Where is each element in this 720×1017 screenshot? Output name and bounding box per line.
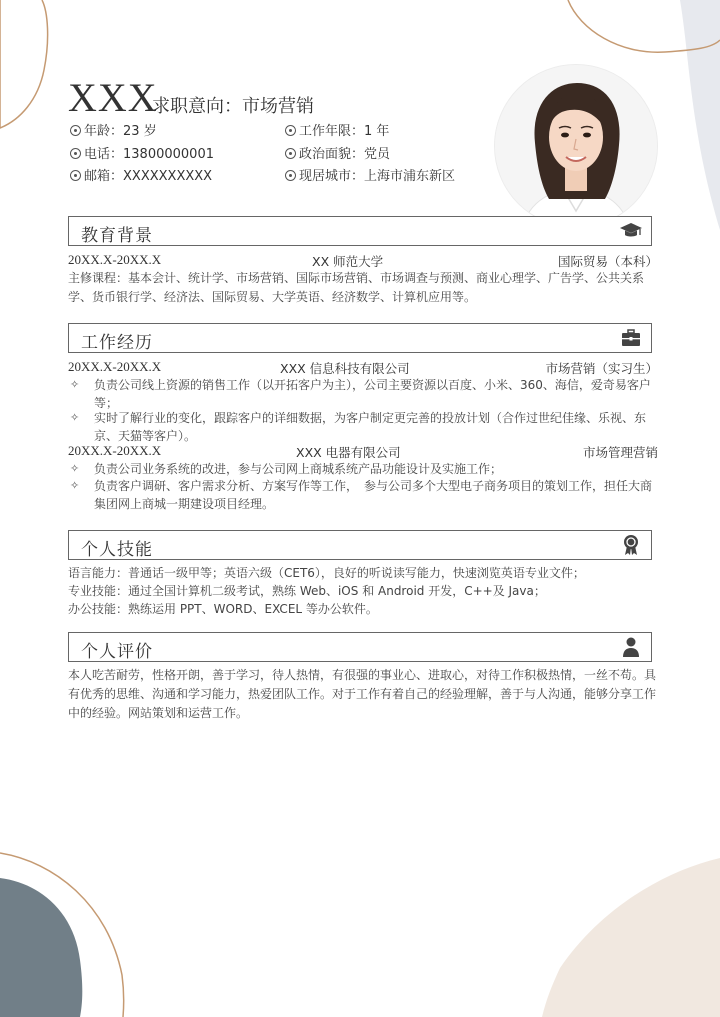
info-city-label: 现居城市：: [299, 169, 365, 184]
info-work-years-label: 工作年限：: [299, 124, 365, 139]
bullet-circle-icon: [70, 170, 81, 181]
job-bullet-text: 负责客户调研、客户需求分析、方案写作等工作， 参与公司多个大型电子商务项目的策划工作，担任大商集团网上商城一期建设项目经理。: [94, 479, 653, 511]
info-age: [70, 123, 157, 141]
education-school: XX 师范大学: [312, 254, 384, 269]
job-company: XXX 信息科技有限公司: [280, 361, 410, 376]
section-work-header: [68, 323, 652, 353]
job-bullet-text: 负责公司线上资源的销售工作（以开拓客户为主），公司主要资源以百度、小米、360、海信，爱奇易客户等；: [94, 378, 651, 410]
info-political: [285, 146, 390, 164]
job-bullet: [68, 477, 658, 513]
education-row: [68, 252, 658, 270]
award-ribbon-icon: [619, 534, 643, 556]
job-period: 20XX.X-20XX.X: [68, 443, 162, 458]
section-evaluation-header: [68, 632, 652, 662]
bullet-circle-icon: [70, 148, 81, 159]
info-email-value: XXXXXXXXXX: [123, 169, 213, 184]
job-bullet: [68, 376, 658, 412]
job-intent-label: 求职意向：: [152, 96, 242, 117]
info-phone-value: 13800000001: [123, 147, 214, 162]
job-bullet: [68, 409, 658, 445]
candidate-name: XXX: [68, 75, 158, 120]
person-icon: [619, 636, 643, 658]
info-phone: [70, 146, 214, 164]
job-company: XXX 电器有限公司: [296, 445, 401, 460]
info-work-years-value: 1 年: [364, 124, 390, 139]
bullet-circle-icon: [70, 125, 81, 136]
info-email: [70, 168, 212, 186]
job-bullet-text: 负责公司业务系统的改进，参与公司网上商城系统产品功能设计及实施工作；: [94, 462, 503, 476]
education-major: 国际贸易（本科）: [557, 254, 658, 269]
job-bullet-text: 实时了解行业的变化，跟踪客户的详细数据，为客户制定更完善的投放计划（合作过世纪佳缘、乐视、东京、天猫等客户）。: [94, 411, 647, 443]
bullet-star-icon: ✧: [70, 462, 80, 475]
bullet-circle-icon: [285, 170, 296, 181]
bullet-circle-icon: [285, 148, 296, 159]
job-row: [68, 359, 658, 377]
job-intent: [152, 92, 314, 118]
section-skills-header: [68, 530, 652, 560]
education-period: 20XX.X-20XX.X: [68, 252, 162, 267]
skill-line: 语言能力：普通话一级甲等；英语六级（CET6），良好的听说读写能力，快速浏览英语专业文件；: [68, 566, 585, 580]
section-work-title: 工作经历: [81, 333, 153, 353]
job-period: 20XX.X-20XX.X: [68, 359, 162, 374]
evaluation-text: 本人吃苦耐劳，性格开朗，善于学习，待人热情，有很强的事业心、进取心，对待工作积极热情，一丝不苟。具有优秀的思维、沟通和学习能力，热爱团队工作。对于工作有着自己的经验理解，善于与人沟通，能够分享工作中的经验。网站策划和运营工作。: [68, 668, 657, 720]
job-row: [68, 443, 658, 461]
info-age-value: 23 岁: [123, 124, 157, 139]
job-position: 市场营销（实习生）: [545, 361, 658, 376]
briefcase-icon: [619, 327, 643, 349]
info-political-value: 党员: [364, 147, 391, 162]
info-age-label: 年龄：: [84, 124, 124, 139]
section-education-title: 教育背景: [81, 226, 153, 246]
profile-photo: [494, 64, 658, 228]
info-city-value: 上海市浦东新区: [364, 169, 456, 184]
skill-line: 办公技能：熟练运用 PPT、WORD、EXCEL 等办公软件。: [68, 602, 378, 616]
info-phone-label: 电话：: [84, 147, 124, 162]
job-bullet: [68, 460, 658, 478]
bullet-star-icon: ✧: [70, 411, 80, 424]
info-political-label: 政治面貌：: [299, 147, 365, 162]
bullet-star-icon: ✧: [70, 378, 80, 391]
section-evaluation-title: 个人评价: [81, 642, 153, 662]
skill-line: 专业技能：通过全国计算机二级考试，熟练 Web、iOS 和 Android 开发，C++及 Java；: [68, 584, 546, 598]
education-courses: 主修课程：基本会计、统计学、市场营销、国际市场营销、市场调查与预测、商业心理学、广告学、公共关系学、货币银行学、经济法、国际贸易、大学英语、经济数学、计算机应用等。: [68, 271, 645, 304]
bullet-circle-icon: [285, 125, 296, 136]
info-email-label: 邮箱：: [84, 169, 124, 184]
info-work-years: [285, 123, 389, 141]
graduation-cap-icon: [619, 220, 643, 242]
bullet-star-icon: ✧: [70, 479, 80, 492]
section-education-header: [68, 216, 652, 246]
job-intent-value: 市场营销: [242, 96, 314, 117]
section-skills-title: 个人技能: [81, 540, 153, 560]
info-city: [285, 168, 455, 186]
job-position: 市场管理营销: [582, 445, 658, 460]
